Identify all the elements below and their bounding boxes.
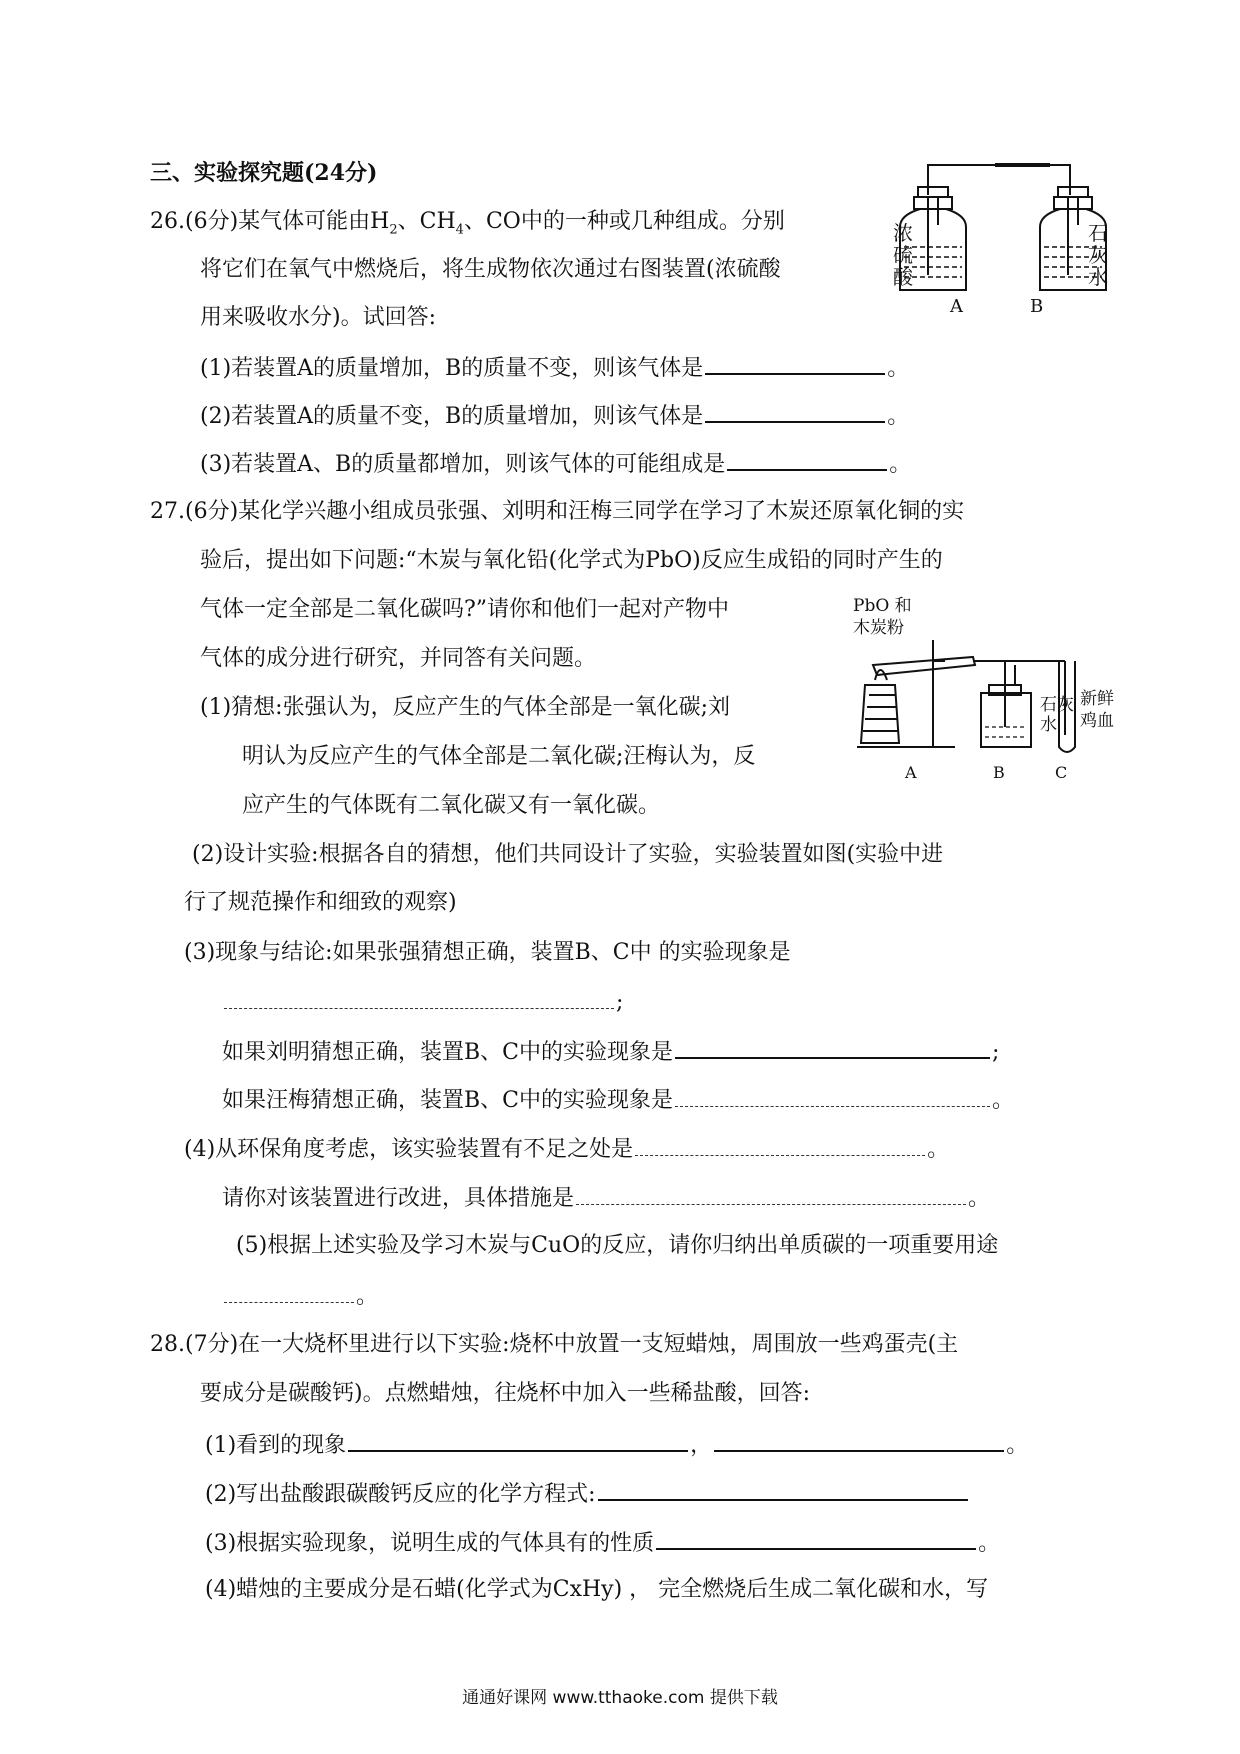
q28-sub-2: (2)写出盐酸跟碳酸钙反应的化学方程式: [205,1477,970,1510]
q26-line-2: 将它们在氧气中燃烧后，将生成物依次通过右图装置(浓硫酸 [200,257,781,282]
q27-conjecture-3: 应产生的气体既有二氧化碳又有一氧化碳。 [242,793,661,818]
answer-blank[interactable] [576,1182,966,1205]
q27-line-4: 气体的成分进行研究，并同答有关问题。 [200,646,597,671]
answer-blank[interactable] [635,1133,925,1156]
answer-blank[interactable] [675,1035,990,1059]
q26-line-1: 26.(6分)某气体可能由$H_2$、$CH_4$、CO中的一种或几种组成。分别 [150,209,785,238]
q27-line-2: 验后，提出如下问题:“木炭与氧化铅(化学式为PbO)反应生成铅的同时产生的 [200,548,943,573]
q27-fig-label-a: A [905,763,917,782]
q27-conjecture-1: (1)猜想:张强认为，反应产生的气体全部是一氧化碳;刘 [200,695,730,720]
q27-use-1: (5)根据上述实验及学习木炭与CuO的反应，请你归纳出单质碳的一项重要用途 [236,1233,999,1258]
q28-number: 28. [150,1332,185,1357]
q26-fig-label-a: A [950,296,963,317]
q27-conjecture-2: 明认为反应产生的气体全部是二氧化碳;汪梅认为，反 [242,744,756,769]
q26-fig-label-b: B [1030,296,1044,317]
answer-blank[interactable] [598,1477,968,1501]
q26-sub-1: (1)若装置A的质量增加，B的质量不变，则该气体是 。 [200,351,909,384]
answer-blank[interactable] [224,986,614,1009]
answer-blank[interactable] [675,1084,990,1107]
q27-fig-charcoal-label: 木炭粉 [853,618,904,638]
q27-fig-blood-label: 新鲜鸡血 [1080,689,1114,731]
q27-line-3: 气体一定全部是二氧化碳吗?”请你和他们一起对产物中 [200,597,730,622]
q28-line-1: 28.(7分)在一大烧杯里进行以下实验:烧杯中放置一支短蜡烛，周围放一些鸡蛋壳(主 [150,1332,959,1357]
answer-blank[interactable] [714,1428,1004,1452]
q27-design-1: (2)设计实验:根据各自的猜想，他们共同设计了实验，实验装置如图(实验中进 [192,842,944,867]
q28-line-2: 要成分是碳酸钙)。点燃蜡烛，往烧杯中加入一些稀盐酸，回答: [200,1381,810,1406]
answer-blank[interactable] [727,447,887,471]
q27-line-1: 27.(6分)某化学兴趣小组成员张强、刘明和汪梅三同学在学习了木炭还原氧化铜的实 [150,499,965,524]
answer-blank[interactable] [705,351,885,375]
q26-line-3: 用来吸收水分)。试回答: [200,305,436,330]
q26-number: 26. [150,209,185,234]
q28-sub-4: (4)蜡烛的主要成分是石蜡(化学式为CxHy) ， 完全燃烧后生成二氧化碳和水，写 [205,1577,989,1602]
q27-phenomenon-2: 如果刘明猜想正确，装置B、C中的实验现象是 ; [222,1035,999,1068]
q26-sub-3: (3)若装置A、B的质量都增加，则该气体的可能组成是 。 [200,447,911,480]
answer-blank[interactable] [705,399,885,423]
q27-number: 27. [150,499,185,524]
q26-fig-left-label: 浓硫酸 [893,221,913,289]
q27-design-2: 行了规范操作和细致的观察) [184,890,457,915]
q26-apparatus-figure [890,155,1110,315]
q28-sub-1: (1)看到的现象 ， 。 [205,1428,1028,1461]
q27-use-2: 。 [222,1280,378,1312]
q27-phenomenon-1: (3)现象与结论:如果张强猜想正确，装置B、C中 的实验现象是 [184,940,791,965]
q27-fig-label-c: C [1055,763,1068,782]
q26-sub-2: (2)若装置A的质量不变，B的质量增加，则该气体是 。 [200,399,909,432]
section-title: 三、实验探究题(24分) [150,160,378,186]
q28-sub-3: (3)根据实验现象，说明生成的气体具有的性质 。 [205,1526,1000,1559]
answer-blank[interactable] [348,1428,688,1452]
q27-fig-lime-label: 石灰水 [1040,695,1074,735]
answer-blank[interactable] [224,1280,354,1303]
q27-phenomenon-3: 如果汪梅猜想正确，装置B、C中的实验现象是 。 [222,1084,1014,1116]
q27-env-2: 请你对该装置进行改进，具体措施是 。 [222,1182,990,1214]
page-footer: 通通好课网 www.tthaoke.com 提供下载 [462,1688,778,1708]
answer-blank[interactable] [656,1526,976,1550]
q27-fig-pbo-label: PbO 和 [853,596,912,616]
q26-fig-right-label: 石灰水 [1088,221,1108,289]
q27-phenomenon-1-blank: ; [222,986,623,1018]
q27-fig-label-b: B [993,763,1005,782]
q27-env-1: (4)从环保角度考虑，该实验装置有不足之处是 。 [184,1133,949,1165]
